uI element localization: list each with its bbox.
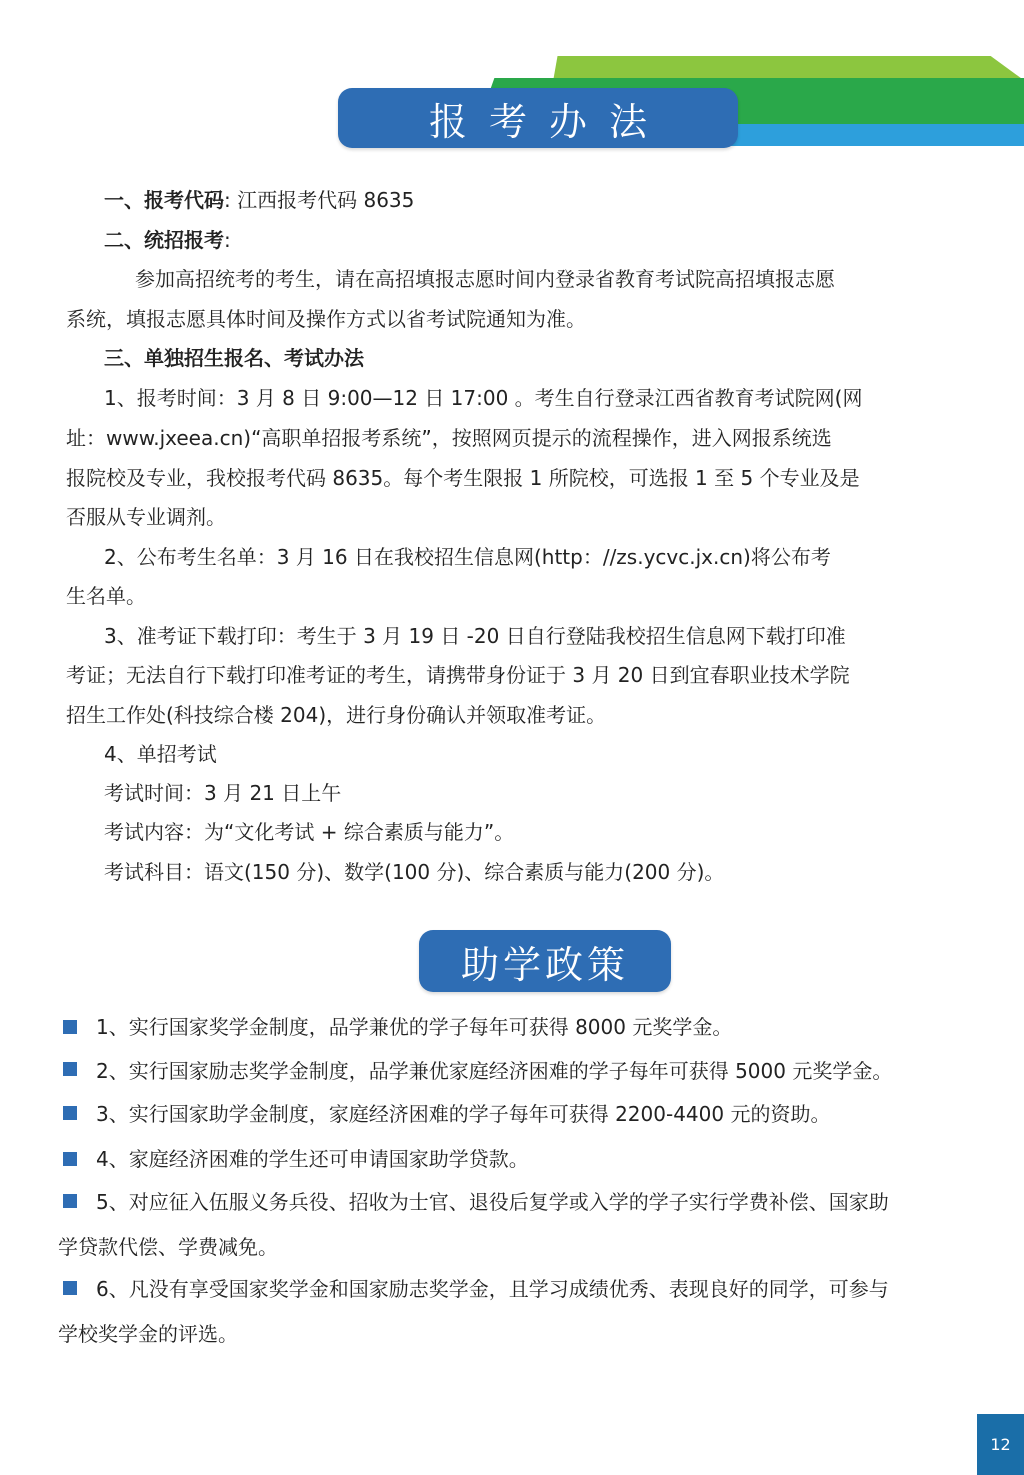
policy-item-cont: 学贷款代偿、学费减免。 — [58, 1235, 278, 1259]
policy-item: 4、家庭经济困难的学生还可申请国家助学贷款。 — [96, 1147, 529, 1171]
p4-line: 考试科目：语文(150 分)、数学(100 分)、综合素质与能力(200 分)。 — [104, 860, 725, 884]
p4-line: 考试时间：3 月 21 日上午 — [104, 781, 342, 805]
item1-line — [104, 188, 414, 212]
p1-line: 1、报考时间：3 月 8 日 9:00—12 日 17:00 。考生自行登录江西省教育考试院网(网 — [104, 386, 863, 410]
decor-stripe-blue — [720, 124, 1024, 146]
item2-sep: : — [224, 228, 231, 252]
p1-line: 址：www.jxeea.cn)“高职单招报考系统”，按照网页提示的流程操作，进入网报系统选 — [66, 426, 832, 450]
page-number: 12 — [977, 1414, 1024, 1475]
p1-line: 否服从专业调剂。 — [66, 505, 226, 529]
item1-value: 江西报考代码 8635 — [237, 188, 415, 212]
square-bullet-icon — [63, 1062, 77, 1076]
p4-line: 4、单招考试 — [104, 742, 217, 766]
p3-line: 3、准考证下载打印：考生于 3 月 19 日 -20 日自行登陆我校招生信息网下载打印准 — [104, 624, 846, 648]
policy-item: 2、实行国家励志奖学金制度，品学兼优家庭经济困难的学子每年可获得 5000 元奖学金。 — [96, 1059, 893, 1083]
p2-line: 生名单。 — [66, 584, 146, 608]
section2-title: 助学政策 — [419, 930, 671, 992]
square-bullet-icon — [63, 1281, 77, 1295]
item2-text-line: 参加高招统考的考生，请在高招填报志愿时间内登录省教育考试院高招填报志愿 — [135, 267, 835, 291]
section1-title: 报考办法 — [338, 88, 738, 148]
item2-line — [104, 228, 231, 252]
square-bullet-icon — [63, 1106, 77, 1120]
policy-item: 1、实行国家奖学金制度，品学兼优的学子每年可获得 8000 元奖学金。 — [96, 1015, 733, 1039]
item2-label: 二、统招报考 — [104, 228, 224, 252]
p1-line: 报院校及专业，我校报考代码 8635。每个考生限报 1 所院校，可选报 1 至 5 个专业及是 — [66, 466, 860, 490]
square-bullet-icon — [63, 1020, 77, 1034]
item2-text-line: 系统，填报志愿具体时间及操作方式以省考试院通知为准。 — [66, 307, 586, 331]
item3-label: 三、单独招生报名、考试办法 — [104, 346, 364, 370]
item1-label: 一、报考代码 — [104, 188, 224, 212]
p3-line: 招生工作处(科技综合楼 204)，进行身份确认并领取准考证。 — [66, 703, 607, 727]
item1-sep: : — [224, 188, 231, 212]
policy-item: 3、实行国家助学金制度，家庭经济困难的学子每年可获得 2200-4400 元的资助。 — [96, 1102, 831, 1126]
p4-line: 考试内容：为“文化考试 + 综合素质与能力”。 — [104, 820, 515, 844]
policy-item: 6、凡没有享受国家奖学金和国家励志奖学金，且学习成绩优秀、表现良好的同学，可参与 — [96, 1277, 889, 1301]
square-bullet-icon — [63, 1152, 77, 1166]
square-bullet-icon — [63, 1194, 77, 1208]
p3-line: 考证；无法自行下载打印准考证的考生，请携带身份证于 3 月 20 日到宜春职业技术学院 — [66, 663, 850, 687]
policy-item-cont: 学校奖学金的评选。 — [58, 1322, 238, 1346]
p2-line: 2、公布考生名单：3 月 16 日在我校招生信息网(http：//zs.ycvc.jx.cn)将公布考 — [104, 545, 831, 569]
policy-item: 5、对应征入伍服义务兵役、招收为士官、退役后复学或入学的学子实行学费补偿、国家助 — [96, 1190, 889, 1214]
